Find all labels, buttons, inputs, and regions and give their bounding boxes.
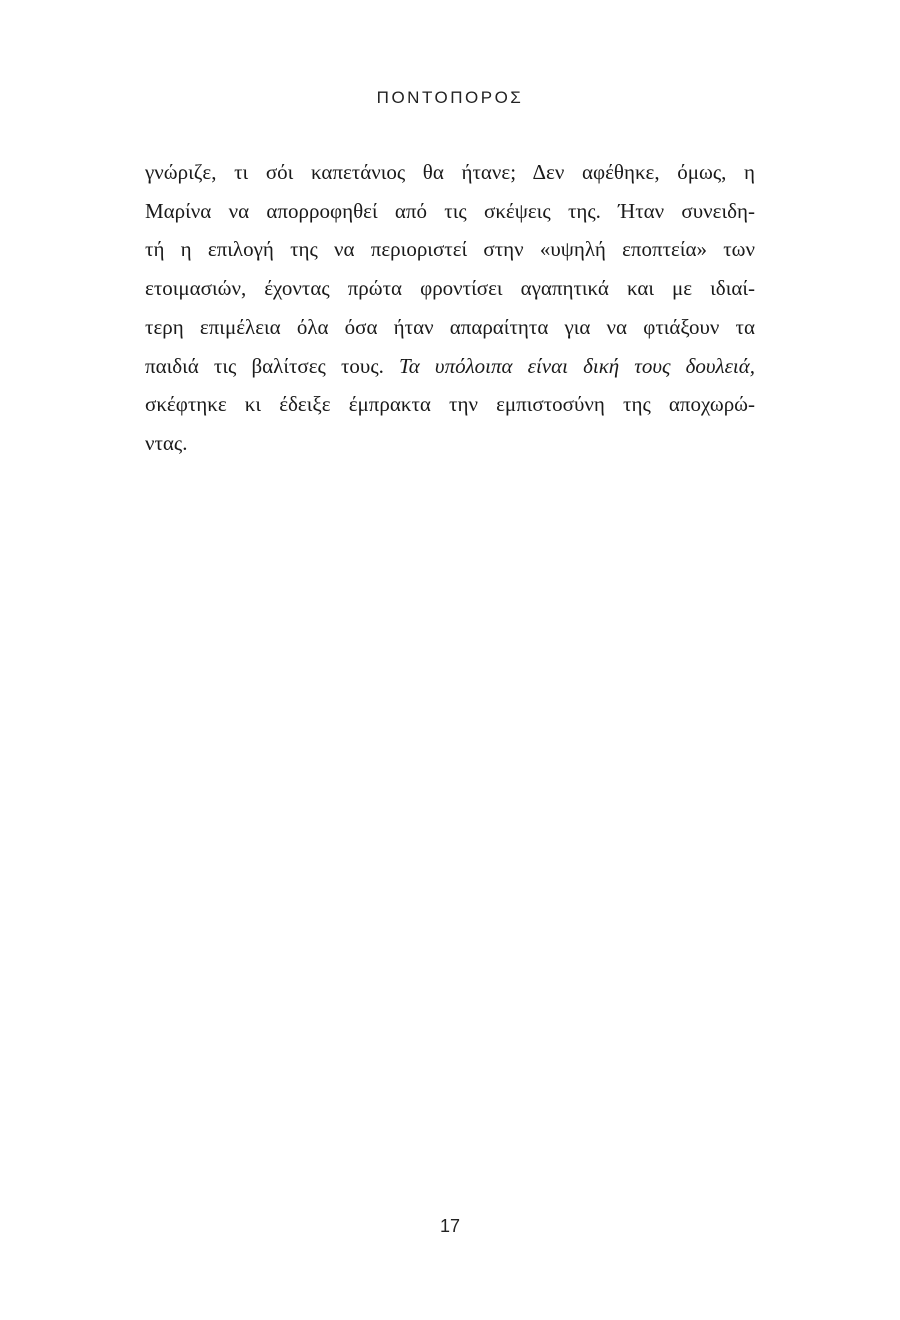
page-number: 17 [439,1216,461,1236]
text-line: τερη επιμέλεια όλα όσα ήταν απαραίτητα για να φτιάξουν τα [145,314,755,339]
text-line: γνώριζε, τι σόι καπετάνιος θα ήτανε; Δεν αφέθηκε, όμως, η [145,160,755,184]
text-line-with-italic [145,347,755,386]
text-segment: παιδιά τις βαλίτσες τους. [145,353,384,378]
text-line: Μαρίνα να απορροφηθεί από τις σκέψεις της. Ήταν συνειδη- [145,198,755,223]
text-line: ντας. [145,430,188,455]
running-head: ΠΟΝΤΟΠΟΡΟΣ [376,88,524,107]
body-paragraph [145,153,755,463]
italic-phrase: Τα υπόλοιπα είναι δική τους δουλειά, [399,353,755,378]
text-line: σκέφτηκε κι έδειξε έμπρακτα την εμπιστοσύνη της αποχωρώ- [145,392,755,417]
text-line: τή η επιλογή της να περιοριστεί στην «υψηλή εποπτεία» των [145,237,755,262]
text-line: ετοιμασιών, έχοντας πρώτα φροντίσει αγαπητικά και με ιδιαί- [145,276,755,301]
